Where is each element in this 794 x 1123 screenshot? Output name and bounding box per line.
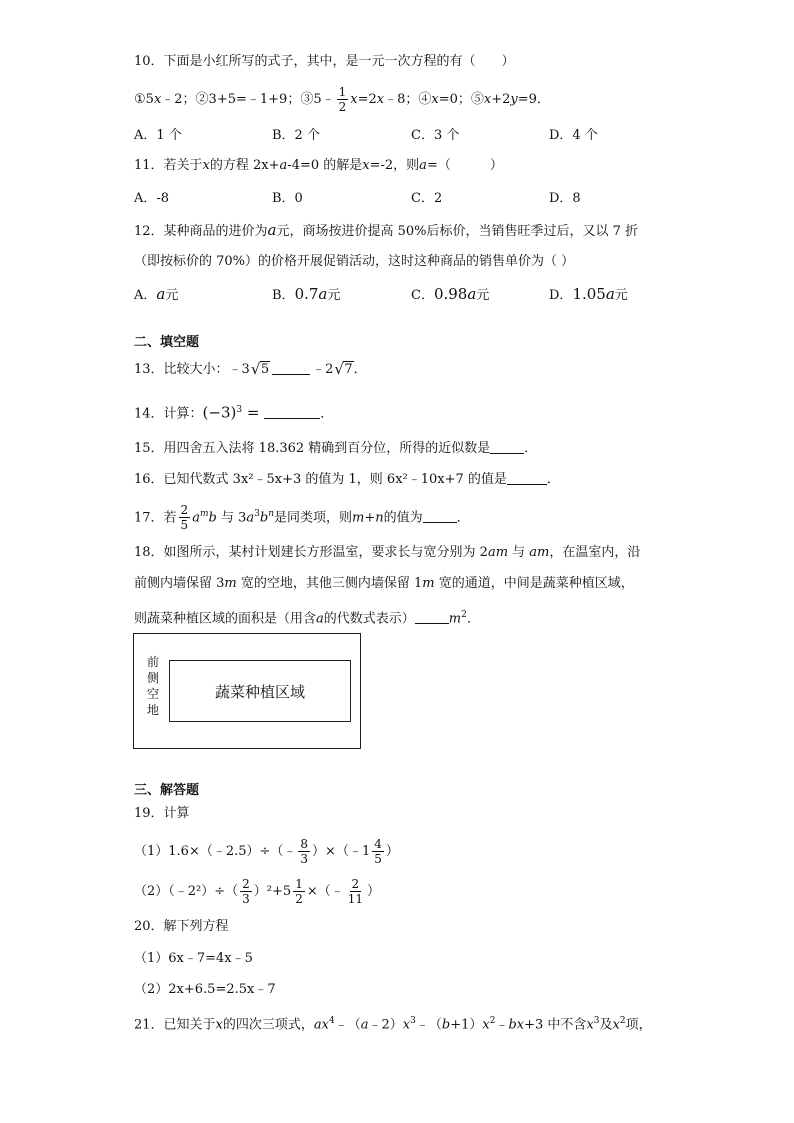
q18-answer-blank[interactable] bbox=[415, 609, 449, 624]
q10-expressions bbox=[134, 86, 550, 113]
side-label-char: 前 bbox=[146, 655, 159, 669]
q12-line2: （即按标价的 70%）的价格开展促销活动，这时这种商品的销售单价为（ ） bbox=[134, 254, 575, 269]
q13 bbox=[134, 360, 367, 380]
option-letter: B． bbox=[272, 288, 295, 303]
option-unit: 元 bbox=[476, 288, 490, 303]
q11-var: a bbox=[419, 158, 427, 173]
q21-text: +1） bbox=[450, 1017, 483, 1033]
option-var: a bbox=[605, 285, 615, 303]
q18-unit-exp: 2 bbox=[461, 610, 467, 620]
frac-num: 4 bbox=[374, 837, 382, 851]
q16-answer-blank[interactable] bbox=[507, 470, 547, 485]
q17-text: 是同类项，则 bbox=[274, 510, 353, 526]
q11-option-c[interactable]: C．2 bbox=[411, 191, 443, 206]
q12-line1 bbox=[134, 220, 638, 242]
vegetable-area-rect bbox=[169, 660, 351, 722]
q19-text: （1）1.6×（﹣2.5）÷（﹣ bbox=[134, 844, 297, 859]
q18-line1 bbox=[134, 543, 640, 563]
q10-var: x bbox=[153, 92, 162, 107]
q11-text: 的方程 2x+ bbox=[209, 158, 280, 173]
q19-mixed-fraction bbox=[372, 838, 384, 865]
q21 bbox=[134, 1011, 652, 1035]
q17-var: a bbox=[246, 510, 255, 526]
option-var: a bbox=[467, 285, 477, 303]
q17-exp: m bbox=[199, 509, 209, 519]
q21-var: x bbox=[402, 1017, 411, 1033]
q19-fraction bbox=[240, 878, 252, 905]
q11-stem bbox=[134, 156, 503, 176]
q14 bbox=[134, 400, 333, 424]
vegetable-area-label: 蔬菜种植区域 bbox=[214, 683, 305, 701]
q21-exp: 4 bbox=[329, 1016, 335, 1026]
option-var: a bbox=[156, 285, 166, 303]
option-unit: 元 bbox=[327, 288, 341, 303]
q21-text: ﹣ bbox=[495, 1017, 509, 1033]
side-label-char: 侧 bbox=[146, 671, 159, 685]
q10-expr-a: ①5 bbox=[134, 92, 154, 107]
greenhouse-diagram bbox=[133, 633, 361, 749]
q11-var: x bbox=[202, 158, 210, 173]
q11-text: =-2，则 bbox=[369, 158, 420, 173]
q13-text: 13．比较大小：﹣3 bbox=[134, 362, 250, 377]
q13-radicand: 5 bbox=[260, 362, 270, 377]
q17-fraction bbox=[179, 504, 191, 531]
q19-part1 bbox=[134, 838, 399, 865]
q18-text: 宽的空地，其他三侧内墙保留 1 bbox=[236, 576, 423, 591]
q11-option-d[interactable]: D．8 bbox=[549, 191, 581, 206]
q18-text: 18．如图所示，某村计划建长方形温室，要求长与宽分别为 2 bbox=[134, 545, 488, 560]
q19-fraction bbox=[346, 878, 365, 905]
q17-frac-num: 2 bbox=[180, 503, 189, 518]
q19-text: ） bbox=[367, 884, 381, 899]
q19-mixed-fraction bbox=[293, 878, 305, 905]
q14-answer-blank[interactable] bbox=[264, 404, 320, 419]
option-letter: A． bbox=[134, 288, 157, 303]
q19-text: ×（﹣ bbox=[306, 884, 344, 899]
sqrt-symbol bbox=[251, 360, 270, 380]
q19-part2 bbox=[134, 878, 380, 905]
section-answer: 三、解答题 bbox=[134, 783, 200, 798]
option-num: 0.7 bbox=[294, 285, 319, 303]
option-unit: 元 bbox=[165, 288, 179, 303]
q13-text: ﹣2 bbox=[312, 362, 334, 377]
q21-var: a bbox=[360, 1017, 369, 1033]
q17-var: b bbox=[259, 510, 269, 526]
front-open-space-label bbox=[145, 654, 161, 718]
q21-var: x bbox=[586, 1017, 594, 1033]
sqrt-symbol bbox=[334, 360, 353, 380]
q21-text: ﹣（ bbox=[415, 1017, 442, 1033]
frac-num: 2 bbox=[351, 877, 360, 891]
frac-num: 2 bbox=[242, 877, 250, 891]
q18-line2 bbox=[134, 574, 634, 594]
q18-text: 前侧内墙保留 3 bbox=[134, 576, 225, 591]
side-label-char: 地 bbox=[146, 703, 159, 717]
q18-unit: m bbox=[448, 611, 462, 627]
q20-part2: （2）2x+6.5=2.5x﹣7 bbox=[134, 982, 276, 997]
q17-var: b bbox=[208, 510, 217, 526]
q21-text: ﹣（ bbox=[334, 1017, 361, 1033]
q12-text: 元，商场按进价提高 50%后标价，当销售旺季过后，又以 7 折 bbox=[276, 224, 639, 239]
q15-answer-blank[interactable] bbox=[490, 439, 524, 454]
q20-part1: （1）6x﹣7=4x﹣5 bbox=[134, 951, 253, 966]
q11-text: 11．若关于 bbox=[134, 158, 203, 173]
q10-option-c[interactable]: C．3 个 bbox=[411, 128, 460, 143]
q21-var: bx bbox=[508, 1017, 525, 1033]
q18-var: m bbox=[422, 576, 435, 591]
q18-var: a bbox=[316, 611, 324, 627]
q10-option-d[interactable]: D．4 个 bbox=[549, 128, 598, 143]
q10-expr-i: =0；⑤ bbox=[438, 92, 484, 107]
q14-equals: = bbox=[242, 403, 265, 422]
q14-text: 14．计算： bbox=[134, 406, 203, 422]
q12-option-c[interactable] bbox=[411, 284, 489, 306]
option-letter: D． bbox=[549, 288, 573, 303]
q11-option-b[interactable]: B．0 bbox=[272, 191, 303, 206]
q17-answer-blank[interactable] bbox=[423, 508, 457, 523]
q17-text: 17．若 bbox=[134, 510, 177, 526]
q17-text: 的值为 bbox=[383, 510, 423, 526]
q21-text: ﹣2） bbox=[368, 1017, 403, 1033]
q10-var: x bbox=[483, 92, 492, 107]
section-fill-in: 二、填空题 bbox=[134, 335, 200, 350]
q16 bbox=[134, 470, 560, 490]
q14-expr: (−3) bbox=[202, 403, 237, 422]
q12-option-a[interactable] bbox=[134, 284, 178, 306]
q11-option-a[interactable]: A．-8 bbox=[134, 191, 170, 206]
q11-text: =（ ） bbox=[426, 158, 503, 173]
q16-text: ． bbox=[546, 472, 560, 487]
q21-exp: 2 bbox=[619, 1016, 626, 1026]
q10-stem: 10．下面是小红所写的式子，其中，是一元一次方程的有（ ） bbox=[134, 54, 515, 69]
q19-text: ）²+5 bbox=[253, 884, 292, 899]
q21-var: b bbox=[441, 1017, 451, 1033]
q13-radicand: 7 bbox=[344, 362, 353, 377]
q17-exp: 3 bbox=[254, 509, 260, 519]
q17-text: ． bbox=[456, 510, 470, 526]
q21-var: x bbox=[215, 1017, 223, 1033]
q12-option-d[interactable] bbox=[549, 284, 628, 306]
q19-fraction bbox=[298, 838, 310, 865]
frac-den: 3 bbox=[300, 852, 309, 866]
q10-fraction bbox=[337, 86, 349, 113]
q19-text: ）×（﹣1 bbox=[312, 844, 371, 859]
q12-var: a bbox=[267, 221, 277, 239]
frac-den: 2 bbox=[295, 892, 303, 906]
q21-text: 及 bbox=[599, 1017, 613, 1033]
q14-exponent: 3 bbox=[236, 405, 243, 415]
q10-expr-c: ﹣2；②3+5=﹣1+9；③5﹣ bbox=[161, 92, 335, 107]
q19-stem: 19．计算 bbox=[134, 806, 190, 821]
q18-text: 与 bbox=[508, 545, 530, 560]
q21-exp: 2 bbox=[489, 1016, 496, 1026]
q10-expr-k: +2 bbox=[491, 92, 511, 107]
q21-exp: 3 bbox=[410, 1016, 416, 1026]
q19-text: ） bbox=[385, 844, 399, 859]
q15-text: ． bbox=[524, 441, 538, 456]
q18-var: am bbox=[487, 545, 509, 560]
q10-var: x bbox=[350, 92, 358, 107]
q17 bbox=[134, 504, 470, 531]
q17-var: m+n bbox=[352, 510, 384, 526]
q12-text: 12．某种商品的进价为 bbox=[134, 224, 268, 239]
q18-text: 宽的通道，中间是蔬菜种植区域， bbox=[434, 576, 634, 591]
q17-var: a bbox=[192, 510, 200, 526]
q10-option-b[interactable]: B．2 个 bbox=[272, 128, 320, 143]
q21-var: ax bbox=[313, 1017, 329, 1033]
frac-num: 1 bbox=[295, 877, 303, 891]
q18-var: m bbox=[224, 576, 237, 591]
frac-den: 5 bbox=[374, 852, 382, 866]
q21-text: 的四次三项式， bbox=[222, 1017, 314, 1033]
q10-var: y bbox=[510, 92, 518, 107]
q18-line3 bbox=[134, 605, 480, 629]
q15-text: 15．用四舍五入法将 18.362 精确到百分位，所得的近似数是 bbox=[134, 441, 491, 456]
q17-text: 与 3 bbox=[216, 510, 247, 526]
q20-stem: 20．解下列方程 bbox=[134, 919, 229, 934]
q11-var: a bbox=[279, 158, 288, 173]
option-unit: 元 bbox=[614, 288, 628, 303]
q10-option-a[interactable]: A．1 个 bbox=[134, 128, 182, 143]
q21-text: 项， bbox=[625, 1017, 652, 1033]
q19-text: （2）（﹣2²）÷（ bbox=[134, 884, 239, 899]
q18-text: 的代数式表示） bbox=[323, 611, 415, 627]
q13-text: ． bbox=[353, 362, 367, 377]
q10-var: x bbox=[376, 92, 385, 107]
frac-den: 3 bbox=[242, 892, 250, 906]
q13-answer-blank[interactable] bbox=[272, 360, 310, 375]
q18-text: 则蔬菜种植区域的面积是（用含 bbox=[134, 611, 317, 627]
option-var: a bbox=[318, 285, 328, 303]
q10-expr-e: =2 bbox=[357, 92, 377, 107]
q21-exp: 3 bbox=[593, 1016, 600, 1026]
q18-text: ，在温室内，沿 bbox=[549, 545, 641, 560]
q21-text: +3 中不含 bbox=[524, 1017, 587, 1033]
q14-text: ． bbox=[320, 406, 334, 422]
option-letter: C． bbox=[411, 288, 434, 303]
q12-option-b[interactable] bbox=[272, 284, 340, 306]
q17-frac-den: 5 bbox=[180, 518, 189, 533]
q11-text: -4=0 的解是 bbox=[287, 158, 363, 173]
q10-frac-num: 1 bbox=[338, 85, 347, 99]
q18-var: am bbox=[529, 545, 550, 560]
q10-var: x bbox=[431, 92, 439, 107]
frac-num: 8 bbox=[300, 837, 309, 851]
q15 bbox=[134, 439, 537, 459]
option-num: 1.05 bbox=[572, 285, 606, 303]
q10-expr-m: =9． bbox=[517, 92, 550, 107]
option-num: 0.98 bbox=[433, 285, 468, 303]
q18-text: ． bbox=[466, 611, 480, 627]
q17-exp: n bbox=[268, 509, 274, 519]
q10-expr-g: ﹣8；④ bbox=[384, 92, 432, 107]
q21-var: x bbox=[612, 1017, 620, 1033]
side-label-char: 空 bbox=[146, 687, 159, 701]
q10-frac-den: 2 bbox=[338, 100, 347, 114]
q11-var: x bbox=[362, 158, 370, 173]
q16-text: 16．已知代数式 3x²﹣5x+3 的值为 1，则 6x²﹣10x+7 的值是 bbox=[134, 472, 507, 487]
q21-text: 21．已知关于 bbox=[134, 1017, 216, 1033]
frac-den: 11 bbox=[347, 892, 364, 906]
q21-var: x bbox=[482, 1017, 490, 1033]
